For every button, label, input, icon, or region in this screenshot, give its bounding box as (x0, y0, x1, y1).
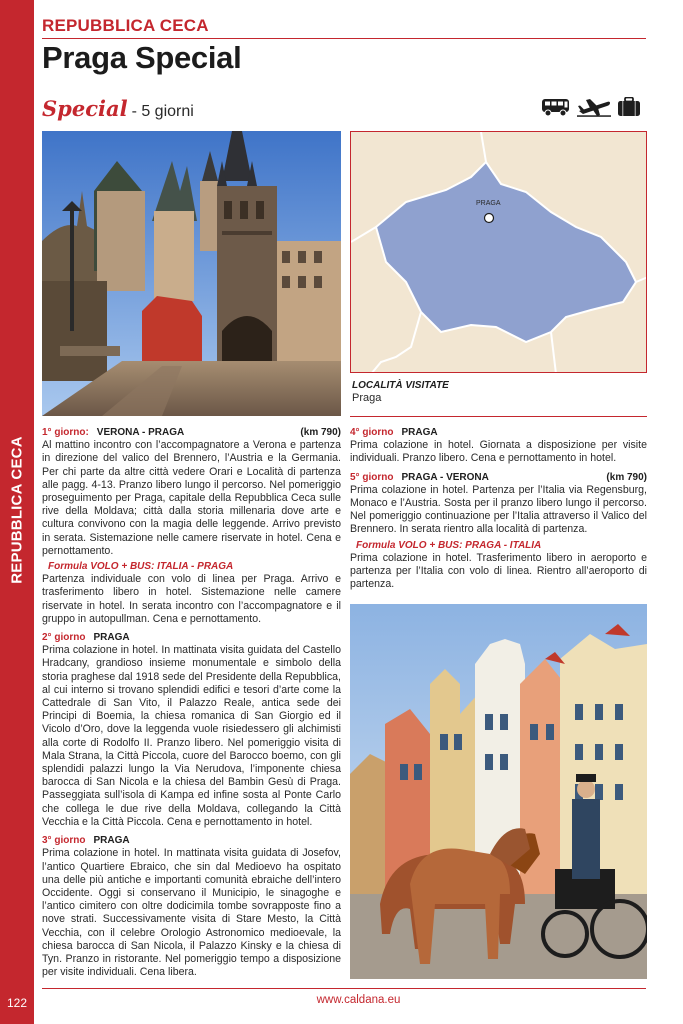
day-heading: 1° giorno: VERONA - PRAGA (km 790) (42, 427, 341, 438)
bus-icon (541, 97, 571, 117)
photo-charles-bridge-tower (42, 131, 341, 416)
tour-type-word: Special (42, 96, 128, 121)
page-title: Praga Special (42, 40, 242, 75)
day-description: Prima colazione in hotel. Partenza per l’Italia via Regensburg, Monaco e l’Austria. Sosta per il pranzo libero lungo il percorso. Nel pomeriggio continuazione per l’Italia attraverso il Valico del Brennero. In serata rientro alla località di partenza. (350, 483, 647, 536)
day-description: Al mattino incontro con l’accompagnatore a Verona e partenza in direzione del valico del Brennero, l’Austria e la Germania. Per chi parte da altre città vedere Orari e Località di partenza alle pagg. 4-13. Pranzo libero lungo il percorso. Nel pomeriggio proseguimento per Praga, capitale della Repubblica Ceca sulle rive della Moldava; città dalla storia millenaria dove arte e cultura convivono con la magia delle leggende. Arrivo previsto in serata. Sistemazione nelle camere riservate in hotel. Cena e pernottamento. (42, 439, 341, 557)
tour-type (42, 96, 194, 121)
airplane-icon (577, 97, 611, 117)
website-link[interactable]: www.caldana.eu (316, 994, 401, 1006)
localities-visited (352, 380, 449, 404)
day-description: Prima colazione in hotel. Giornata a disposizione per visite individuali. Pranzo libero. Cena e pernottamento in hotel. (350, 439, 647, 465)
map-czech-republic (350, 131, 647, 373)
footer-divider (42, 988, 646, 989)
bridge-tower-illustration (42, 131, 341, 416)
transport-icons (541, 97, 641, 117)
page-number: 122 (6, 996, 28, 1010)
itinerary-left-column (42, 424, 341, 979)
day-description: Prima colazione in hotel. In mattinata visita guidata di Josefov, l’antico Quartiere Ebraico, che sin dal Medioevo ha ospitato una delle più antiche e importanti comunità ebraiche dell’intero Occidente. Oggi si conservano il Municipio, le sinagoghe e l’antico cimitero con oltre dodicimila tombe sovrapposte fino a nove strati. Successivamente visita di Stare Mesto, la Città Vecchia, con il celebre Orologio Astronomico medioevale, la chiesa barocca di San Nicola, il Palazzo Kinsky e la chiesa di Tyn. Pranzo in ristorante. Nel pomeriggio tempo a disposizione per visite individuali. Cena libera. (42, 847, 341, 979)
country-heading: REPUBBLICA CECA (42, 16, 209, 35)
map-graphic (351, 132, 647, 373)
formula-heading: Formula VOLO + BUS: PRAGA - ITALIA (356, 539, 542, 551)
formula-description: Prima colazione in hotel. Trasferimento libero in aeroporto e partenza per l’Italia con volo di linea. Rientro all’aeroporto di partenza. (350, 551, 647, 591)
day-heading: 4° giorno PRAGA (350, 427, 438, 438)
localities-value: Praga (352, 392, 382, 404)
city-marker-icon (485, 214, 494, 223)
old-town-illustration (350, 604, 647, 979)
localities-label: LOCALITÀ VISITATE (352, 380, 449, 391)
localities-divider (350, 416, 647, 417)
itinerary-right-column (350, 424, 647, 591)
header-divider (42, 38, 646, 39)
formula-description: Partenza individuale con volo di linea per Praga. Arrivo e trasferimento libero in hotel. Sistemazione nelle camere riservate in hotel. In serata incontro con l’accompagnatore e il gruppo in autopullman. Cena e pernottamento. (42, 573, 341, 625)
day-heading: 5° giorno PRAGA - VERONA (km 790) (350, 471, 647, 483)
tour-duration: - 5 giorni (131, 103, 194, 120)
side-section-label: REPUBBLICA CECA (8, 436, 26, 584)
suitcase-icon (617, 97, 641, 117)
day-heading: 2° giorno PRAGA (42, 632, 130, 644)
day-heading: 3° giorno PRAGA (42, 835, 130, 847)
formula-heading: Formula VOLO + BUS: ITALIA - PRAGA (48, 561, 234, 573)
photo-old-town-square-carriage (350, 604, 647, 979)
map-city-label: PRAGA (476, 200, 501, 207)
day-description: Prima colazione in hotel. In mattinata visita guidata del Castello Hradcany, grandioso insieme monumentale e simbolo della storia praghese dal 1918 sede del Presidente della Repubblica, al cui interno si trovano splendidi edifici e tesori d’arte come la Cattedrale di San Vito, il Palazzo Reale, antica sede dei Principi di Boemia, la chiesa romanica di San Giorgio ed il Vicolo d’Oro, dove la leggenda vuole risiedessero gli alchimisti alla corte di Rodolfo II. Pranzo libero. Nel pomeriggio visita di Mala Strana, la Città Piccola, cuore del Barocco boemo, con gli splendidi palazzi lungo la Via Nerudova, l’imponente chiesa barocca di San Nicola e la chiesa del Bambin Gesù di Praga. Passeggiata sull’isola di Kampa ed infine sosta al Ponte Carlo che collega le due rive della Moldava, collegando la Città Vecchia e la Città Piccola. Cena e pernottamento in hotel. (42, 644, 341, 828)
